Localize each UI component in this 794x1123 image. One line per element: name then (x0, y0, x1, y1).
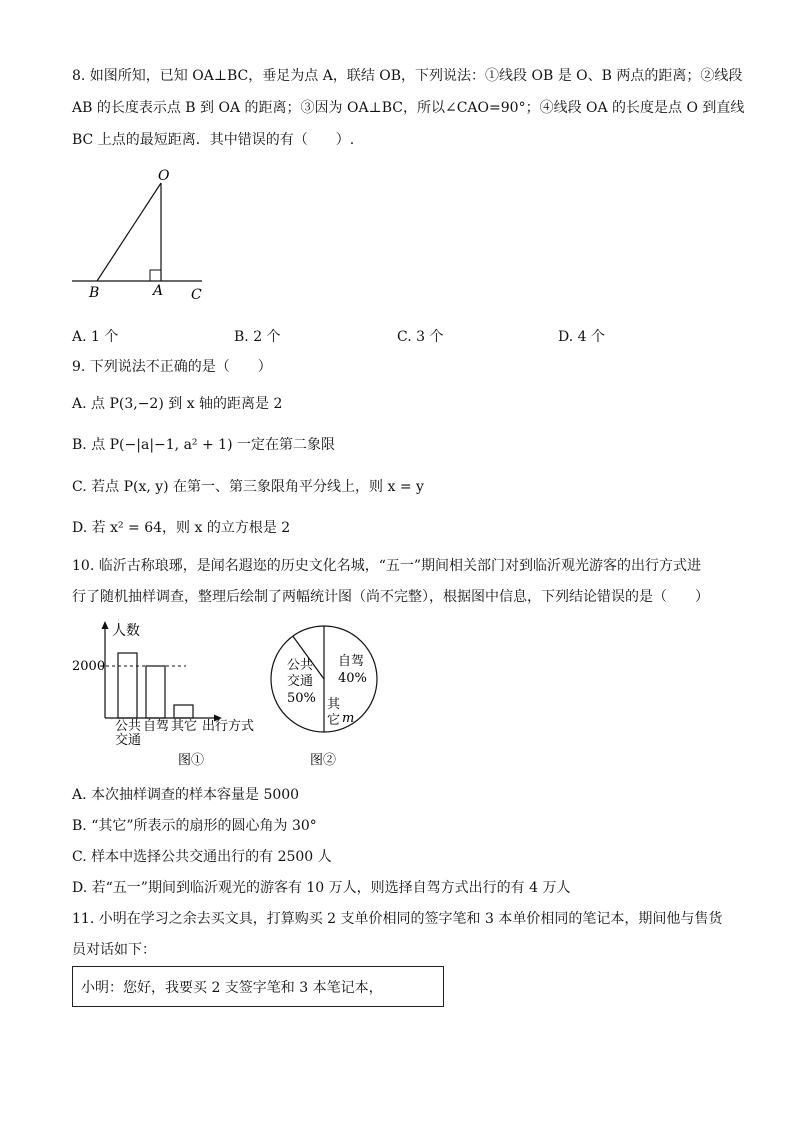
q8-figure (68, 166, 218, 306)
q10-option-b: B. “其它”所表示的扇形的圆心角为 30° (72, 818, 317, 834)
x-label-selfdrive: 自驾 (143, 719, 170, 734)
q8-stem-line-1: 8. 如图所知，已知 OA⊥BC，垂足为点 A，联结 OB，下列说法：①线段 OB 是 O、B 两点的距离；②线段 (72, 68, 743, 84)
slice-selfdrive-pct: 40% (338, 671, 367, 686)
dialog-box (72, 966, 444, 1007)
dialog-text: 小明：您好，我要买 2 支签字笔和 3 本笔记本， (81, 980, 383, 996)
q8-option-c: C. 3 个 (397, 329, 444, 345)
q8-option-b: B. 2 个 (234, 329, 281, 345)
bar-1 (146, 666, 165, 718)
q9-stem: 9. 下列说法不正确的是（ ） (72, 359, 272, 375)
q9-option-a: A. 点 P(3,−2) 到 x 轴的距离是 2 (72, 396, 283, 412)
q10-option-a: A. 本次抽样调查的样本容量是 5000 (72, 787, 300, 803)
q8-stem-line-3: BC 上点的最短距离．其中错误的有（ ）. (72, 132, 355, 148)
q10-stem-line-2: 行了随机抽样调查，整理后绘制了两幅统计图（尚不完整），根据图中信息，下列结论错误的是（ ） (72, 589, 709, 605)
label-o: O (158, 168, 170, 184)
q9-option-c: C. 若点 P(x, y) 在第一、第三象限角平分线上，则 x = y (72, 479, 424, 495)
bar-2 (174, 705, 193, 718)
x-axis-label: 出行方式 (202, 719, 255, 734)
q9-option-d: D. 若 x² = 64，则 x 的立方根是 2 (72, 520, 291, 536)
y-axis-label: 人数 (112, 623, 140, 639)
q8-option-a: A. 1 个 (72, 329, 119, 345)
q11-stem-line-1: 11. 小明在学习之余去买文具，打算购买 2 支单价相同的签字笔和 3 本单价相同的笔记本，期间他与售货 (72, 911, 723, 927)
q8-stem-line-2: AB 的长度表示点 B 到 OA 的距离；③因为 OA⊥BC，所以∠CAO=90°；④线段 OA 的长度是点 O 到直线 (72, 100, 745, 116)
slice-public-label-2: 交通 (287, 674, 314, 689)
bar-0 (118, 653, 137, 718)
slice-other-label-1: 其 (327, 697, 341, 712)
x-label-public-line-2: 交通 (115, 733, 142, 748)
slice-other-label-2: 它 (327, 713, 341, 728)
label-c: C (191, 287, 202, 303)
bars (118, 653, 193, 718)
slice-other-pct: m (342, 711, 355, 726)
slice-selfdrive-label: 自驾 (338, 654, 365, 669)
pie-chart (268, 622, 388, 772)
right-angle-mark (150, 270, 161, 281)
y-tick-label: 2000 (72, 659, 106, 674)
label-a: A (153, 283, 164, 299)
bar-chart (66, 618, 266, 768)
x-label-public-line-1: 公共 (115, 719, 142, 734)
slice-public-pct: 50% (287, 691, 316, 706)
q10-stem-line-1: 10. 临沂古称琅琊，是闻名遐迩的历史文化名城，“五一”期间相关部门对到临沂观光游客的出行方式进 (72, 558, 702, 574)
y-axis-arrow (102, 621, 109, 629)
label-b: B (89, 285, 100, 301)
q11-stem-line-2: 员对话如下： (72, 942, 156, 958)
q10-option-d: D. 若“五一”期间到临沂观光的游客有 10 万人，则选择自驾方式出行的有 4 万人 (72, 880, 571, 896)
q9-option-b: B. 点 P(−|a|−1, a² + 1) 一定在第二象限 (72, 437, 335, 453)
q10-option-c: C. 样本中选择公共交通出行的有 2500 人 (72, 849, 332, 865)
bar-chart-caption: 图① (178, 753, 205, 768)
x-label-other: 其它 (171, 719, 198, 734)
q8-option-d: D. 4 个 (558, 329, 605, 345)
pie-chart-caption: 图② (310, 753, 337, 768)
slice-public-label-1: 公共 (287, 658, 314, 673)
segment-ob (97, 183, 161, 281)
